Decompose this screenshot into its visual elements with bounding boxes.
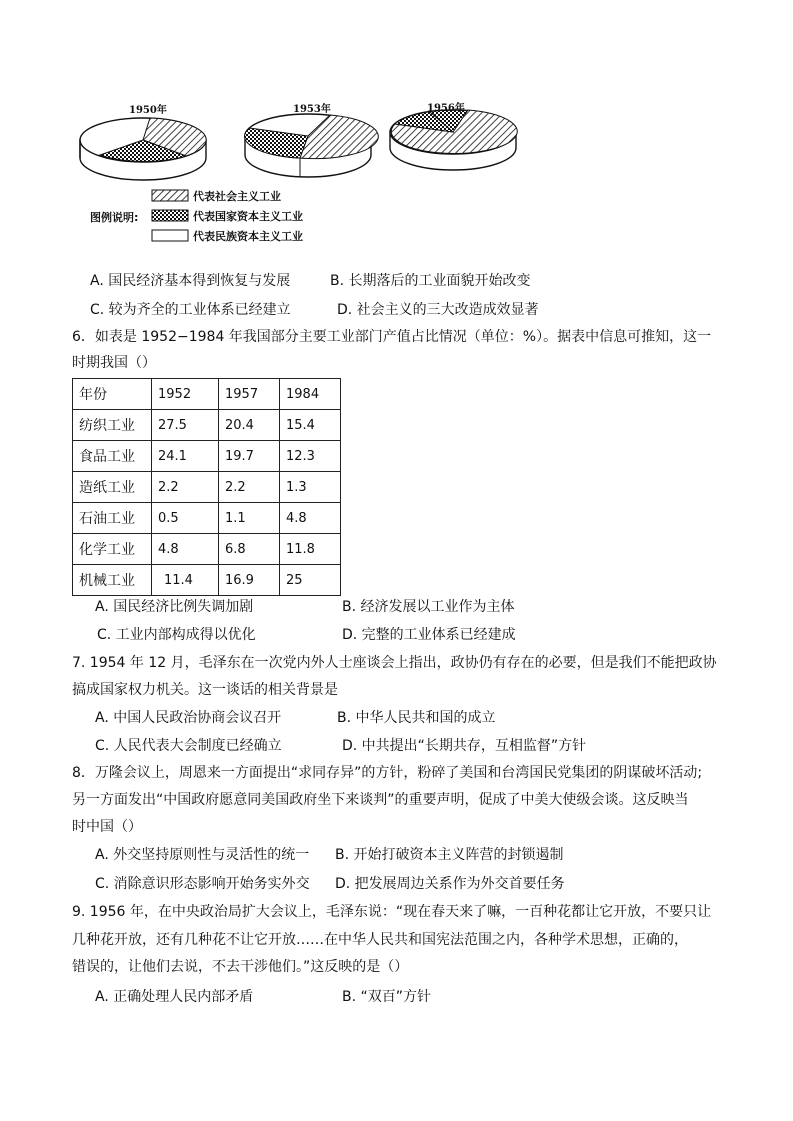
table-cell: 4.8 xyxy=(280,503,341,534)
q7-option-a: A. 中国人民政治协商会议召开 xyxy=(95,710,282,726)
q8-option-b: B. 开始打破资本主义阵营的封锁遏制 xyxy=(335,847,564,863)
q7-option-b: B. 中华人民共和国的成立 xyxy=(337,710,496,726)
table-cell: 24.1 xyxy=(152,441,219,472)
q9-stem-line2: 几种花开放，还有几种花不让它开放……在中华人民共和国宪法范围之内，各种学术思想，正确的， xyxy=(72,932,688,948)
table-row xyxy=(73,410,341,441)
q7-option-c: C. 人民代表大会制度已经确立 xyxy=(95,738,282,754)
q8-stem-line3: 时中国（） xyxy=(72,819,142,835)
pie-1956-year-label: 1956年 xyxy=(427,103,465,114)
table-row xyxy=(73,534,341,565)
q6-stem-line2: 时期我国（） xyxy=(72,355,156,371)
table-cell: 化学工业 xyxy=(73,534,152,565)
table-cell: 20.4 xyxy=(219,410,280,441)
table-header-cell: 1957 xyxy=(219,379,280,410)
table-cell: 纺织工业 xyxy=(73,410,152,441)
table-row xyxy=(73,565,341,596)
table-cell: 25 xyxy=(280,565,341,596)
table-cell: 4.8 xyxy=(152,534,219,565)
q5-option-d: D. 社会主义的三大改造成效显著 xyxy=(337,302,539,318)
pie-1950 xyxy=(80,118,206,180)
table-header-cell: 1984 xyxy=(280,379,341,410)
q6-data-table xyxy=(72,378,341,596)
q6-option-a: A. 国民经济比例失调加剧 xyxy=(95,599,254,615)
table-cell: 石油工业 xyxy=(73,503,152,534)
legend-label-socialist: 代表社会主义工业 xyxy=(193,190,281,203)
table-cell: 0.5 xyxy=(152,503,219,534)
q5-option-b: B. 长期落后的工业面貌开始改变 xyxy=(330,273,531,289)
q6-option-d: D. 完整的工业体系已经建成 xyxy=(342,627,516,643)
table-cell: 19.7 xyxy=(219,441,280,472)
table-header-row xyxy=(73,379,341,410)
legend-label-state-capitalist: 代表国家资本主义工业 xyxy=(193,210,303,223)
legend-title: 图例说明: xyxy=(90,211,139,224)
table-cell: 1.3 xyxy=(280,472,341,503)
q7-stem-line1: 7. 1954 年 12 月，毛泽东在一次党内外人士座谈会上指出，政协仍有存在的必要，但是我们不能把政协 xyxy=(72,655,717,671)
table-cell: 15.4 xyxy=(280,410,341,441)
table-cell: 27.5 xyxy=(152,410,219,441)
table-header-cell: 1952 xyxy=(152,379,219,410)
q8-option-c: C. 消除意识形态影响开始务实外交 xyxy=(95,876,310,892)
pie-1956 xyxy=(390,110,517,170)
table-cell: 11.8 xyxy=(280,534,341,565)
table-cell: 6.8 xyxy=(219,534,280,565)
table-cell: 2.2 xyxy=(219,472,280,503)
q8-option-d: D. 把发展周边关系作为外交首要任务 xyxy=(335,876,565,892)
q5-option-c: C. 较为齐全的工业体系已经建立 xyxy=(90,302,291,318)
q6-stem-line1: 6．如表是 1952−1984 年我国部分主要工业部门产值占比情况（单位：%）。据表中信息可推知，这一 xyxy=(72,329,712,345)
q5-option-a: A. 国民经济基本得到恢复与发展 xyxy=(90,273,291,289)
q9-option-b: B. “双百”方针 xyxy=(342,989,432,1005)
table-cell: 16.9 xyxy=(219,565,280,596)
q8-option-a: A. 外交坚持原则性与灵活性的统一 xyxy=(95,847,310,863)
q9-stem-line3: 错误的，让他们去说，不去干涉他们。”这反映的是（） xyxy=(72,959,409,975)
table-row xyxy=(73,441,341,472)
legend-swatch-state-capitalist xyxy=(152,210,188,221)
table-cell: 机械工业 xyxy=(73,565,152,596)
legend-swatch-socialist xyxy=(152,190,188,201)
pie-1953 xyxy=(245,114,379,177)
table-cell: 12.3 xyxy=(280,441,341,472)
q6-option-c: C. 工业内部构成得以优化 xyxy=(97,627,256,643)
table-cell: 2.2 xyxy=(152,472,219,503)
q7-option-d: D. 中共提出“长期共存，互相监督”方针 xyxy=(342,738,587,754)
q8-stem-line2: 另一方面发出“中国政府愿意同美国政府坐下来谈判”的重要声明，促成了中美大使级会谈。这反映当 xyxy=(72,792,689,808)
q8-stem-line1: 8．万隆会议上，周恩来一方面提出“求同存异”的方针，粉碎了美国和台湾国民党集团的阴谋破坏活动; xyxy=(72,765,703,781)
table-row xyxy=(73,503,341,534)
table-cell: 11.4 xyxy=(152,565,219,596)
table-cell: 食品工业 xyxy=(73,441,152,472)
pie-1950-year-label: 1950年 xyxy=(129,105,167,116)
pie-1953-year-label: 1953年 xyxy=(293,104,331,115)
table-row xyxy=(73,472,341,503)
legend-swatch-national-capitalist xyxy=(152,230,188,241)
table-header-cell: 年份 xyxy=(73,379,152,410)
q7-stem-line2: 搞成国家权力机关。这一谈话的相关背景是 xyxy=(72,682,338,698)
legend-label-national-capitalist: 代表民族资本主义工业 xyxy=(193,230,303,243)
q9-stem-line1: 9. 1956 年，在中央政治局扩大会议上，毛泽东说：“现在春天来了嘛，一百种花都让它开放，不要只让 xyxy=(72,904,712,920)
q6-option-b: B. 经济发展以工业作为主体 xyxy=(342,599,515,615)
table-cell: 1.1 xyxy=(219,503,280,534)
table-cell: 造纸工业 xyxy=(73,472,152,503)
q9-option-a: A. 正确处理人民内部矛盾 xyxy=(95,989,254,1005)
